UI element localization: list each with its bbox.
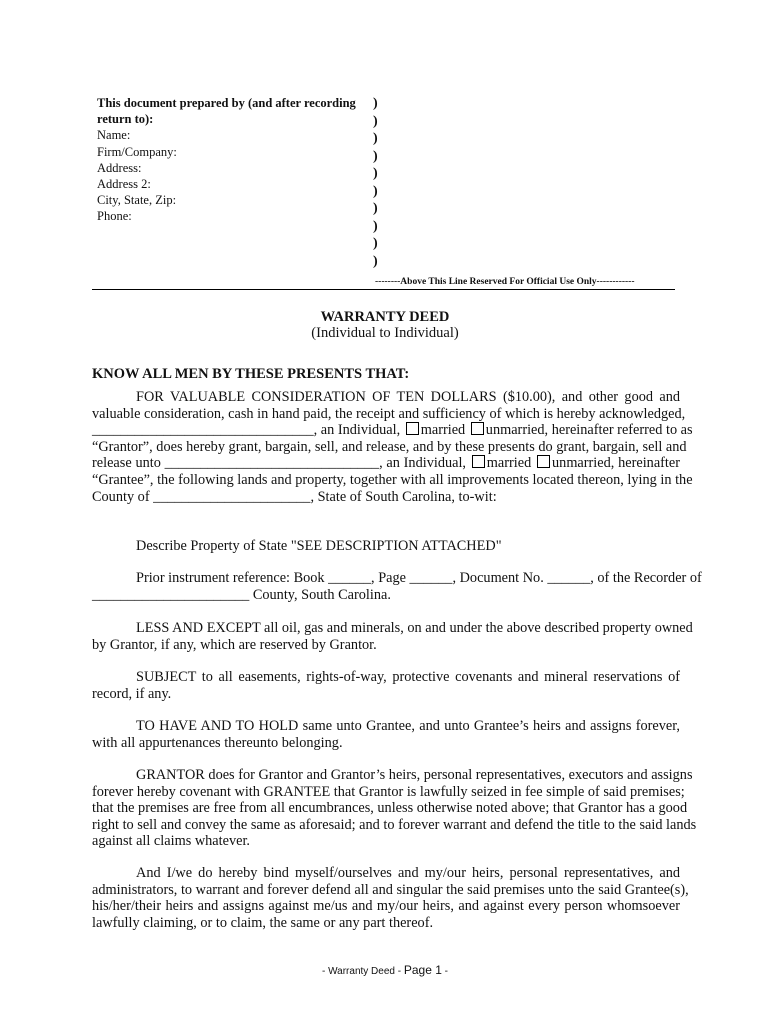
bracket-mark: ) xyxy=(373,201,378,216)
footer-page-number: Page 1 xyxy=(403,963,442,977)
bracket-mark: ) xyxy=(373,148,378,164)
state-text: , State of South Carolina, to-wit: xyxy=(310,488,497,505)
bracket-column xyxy=(373,95,378,270)
subject-line: SUBJECT to all easements, rights-of-way, protective covenants and mineral reservations of xyxy=(136,669,680,685)
subject-line: record, if any. xyxy=(92,685,172,702)
binding-line: his/her/their heirs and assigns against me/us and my/our heirs, and against every person whomsoever xyxy=(92,898,680,915)
footer-end: - xyxy=(441,966,449,977)
grantor-married-checkbox[interactable] xyxy=(406,422,419,435)
grantee-unmarried-label: unmarried, hereinafter xyxy=(552,455,681,472)
document-subtitle: (Individual to Individual) xyxy=(311,325,459,341)
warranty-binding-paragraph xyxy=(92,865,689,931)
page-footer xyxy=(0,963,770,977)
bracket-mark: ) xyxy=(373,166,378,181)
bracket-mark: ) xyxy=(373,236,378,251)
grantee-unmarried-checkbox[interactable] xyxy=(537,455,550,468)
prepared-by-heading: This document prepared by (and after recording xyxy=(97,96,356,110)
county-blank[interactable]: ______________________ xyxy=(153,488,311,505)
consideration-line: “Grantee”, the following lands and property, together with all improvements located thereon, lying in the xyxy=(92,471,693,488)
consideration-line: “Grantor”, does hereby grant, bargain, sell, and release, and by these presents do grant, bargain, sell and xyxy=(92,438,687,455)
prepared-by-heading-cont: return to): xyxy=(97,112,154,127)
preparer-block xyxy=(97,95,372,225)
consideration-line: FOR VALUABLE CONSIDERATION OF TEN DOLLARS ($10.00), and other good and xyxy=(136,389,680,405)
prior-instrument-line: Prior instrument reference: Book ______, Page ______, Document No. ______, of the Recorder of xyxy=(136,570,702,586)
habendum-paragraph xyxy=(92,718,680,751)
bracket-mark: ) xyxy=(373,253,378,269)
property-description: Describe Property of State "SEE DESCRIPTION ATTACHED" xyxy=(136,538,502,554)
grantee-individual-text: , an Individual, xyxy=(379,455,467,472)
habendum-line: with all appurtenances thereunto belonging. xyxy=(92,734,343,751)
bracket-mark: ) xyxy=(373,183,378,199)
county-of-text: County of xyxy=(92,488,150,505)
grantor-name-blank[interactable]: _______________________________ xyxy=(92,422,314,439)
grantor-unmarried-label: unmarried, hereinafter referred to as xyxy=(485,422,693,439)
consideration-line: valuable consideration, cash in hand paid, the receipt and sufficiency of which is hereby acknowledged, xyxy=(92,405,686,422)
binding-line: lawfully claiming, or to claim, the same or any part thereof. xyxy=(92,914,434,931)
bracket-mark: ) xyxy=(373,218,378,234)
habendum-line: TO HAVE AND TO HOLD same unto Grantee, and unto Grantee’s heirs and assigns forever, xyxy=(136,718,680,734)
prior-instrument-county-line: ______________________ County, South Carolina. xyxy=(92,586,391,603)
covenant-line: against all claims whatever. xyxy=(92,833,251,850)
field-name-label: Name: xyxy=(97,128,131,143)
field-phone-label: Phone: xyxy=(97,209,132,224)
grantor-individual-text: , an Individual, xyxy=(313,422,401,439)
grantee-married-label: married xyxy=(486,455,532,472)
subject-paragraph xyxy=(92,669,680,702)
binding-line: And I/we do hereby bind myself/ourselves and my/our heirs, personal representatives, and xyxy=(136,865,680,881)
covenant-line: that the premises are free from all encumbrances, unless otherwise noted above; that Grantor has a good xyxy=(92,800,688,817)
field-firm-label: Firm/Company: xyxy=(97,144,177,159)
less-except-line: by Grantor, if any, which are reserved by Grantor. xyxy=(92,636,377,653)
footer-doc-name: - Warranty Deed - xyxy=(321,966,404,977)
grantee-married-checkbox[interactable] xyxy=(472,455,485,468)
release-unto-text: release unto xyxy=(92,455,161,472)
less-except-paragraph xyxy=(92,620,693,653)
field-address-label: Address: xyxy=(97,160,142,175)
bracket-mark: ) xyxy=(373,113,378,129)
field-city-state-zip-label: City, State, Zip: xyxy=(97,193,177,208)
covenant-line: forever hereby covenant with GRANTEE that Grantor is lawfully seized in fee simple of said premises; xyxy=(92,783,685,800)
field-address2-label: Address 2: xyxy=(97,177,151,192)
document-title: WARRANTY DEED xyxy=(320,309,450,325)
covenant-line: GRANTOR does for Grantor and Grantor’s heirs, personal representatives, executors and assigns xyxy=(136,767,693,783)
binding-line: administrators, to warrant and forever defend all and singular the said premises unto the said Grantee(s), xyxy=(92,881,689,898)
covenant-line: right to sell and convey the same as aforesaid; and to forever warrant and defend the title to the said lands xyxy=(92,816,697,833)
prior-instrument-paragraph xyxy=(92,570,702,603)
bracket-mark: ) xyxy=(373,96,378,111)
grantor-covenant-paragraph xyxy=(92,767,697,850)
know-all-heading: KNOW ALL MEN BY THESE PRESENTS THAT: xyxy=(92,366,410,382)
grantor-unmarried-checkbox[interactable] xyxy=(471,422,484,435)
less-except-line: LESS AND EXCEPT all oil, gas and minerals, on and under the above described property owned xyxy=(136,620,693,636)
consideration-paragraph xyxy=(92,389,693,505)
official-use-notice: --------Above This Line Reserved For Official Use Only------------ xyxy=(375,277,635,287)
grantor-married-label: married xyxy=(420,422,466,439)
bracket-mark: ) xyxy=(373,131,378,146)
grantee-name-blank[interactable]: ______________________________ xyxy=(164,455,380,472)
recording-divider xyxy=(92,289,675,290)
